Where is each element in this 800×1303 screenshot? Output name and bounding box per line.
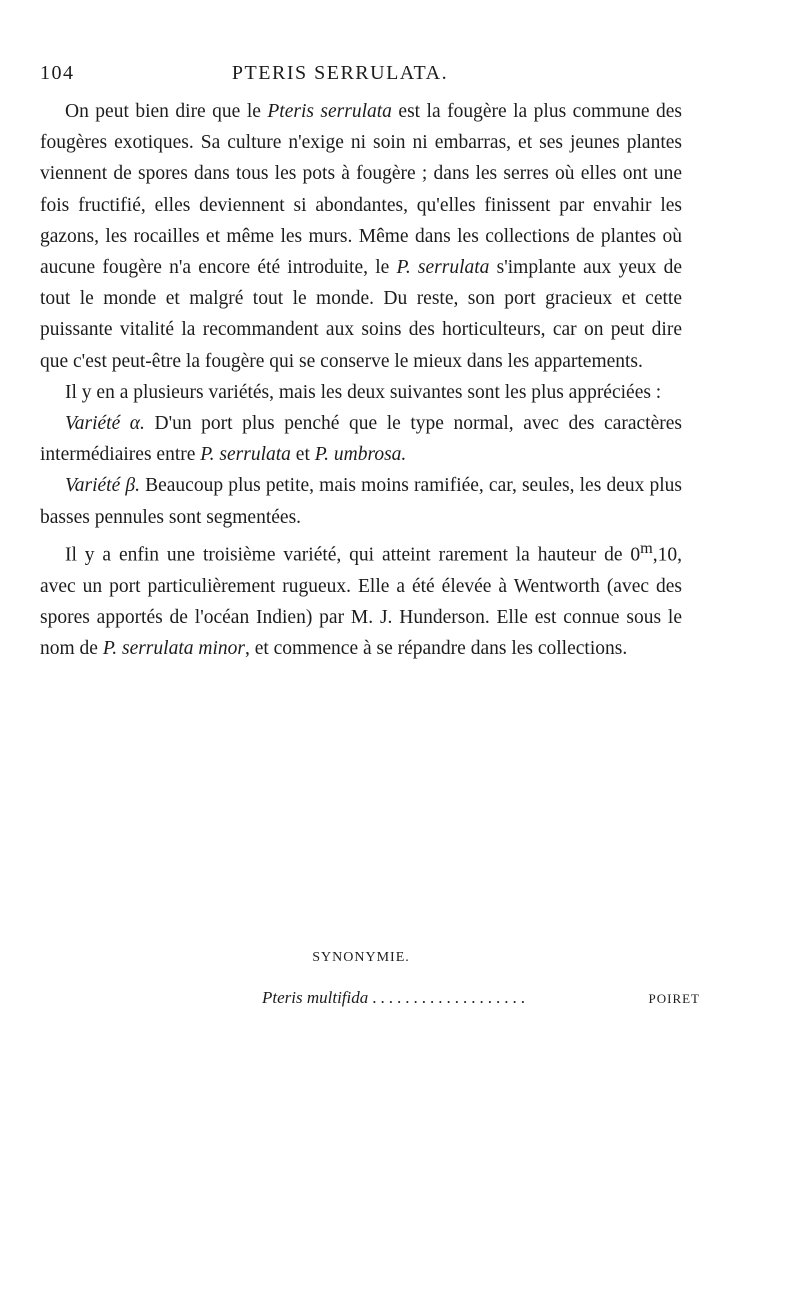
page-number: 104 xyxy=(40,62,75,84)
synonym-author: POIRET xyxy=(648,991,700,1006)
leader-dots: ................... xyxy=(372,988,529,1007)
variety-alpha-paragraph: Variété α. D'un port plus penché que le type normal, avec des caractères intermédiaires entre P. serrulata et P. umbrosa. xyxy=(40,413,682,466)
body-text xyxy=(40,96,682,664)
synonym-name: Pteris multifida xyxy=(262,988,369,1007)
running-title: PTERIS SERRULATA. xyxy=(231,62,449,84)
paragraph: Il y en a plusieurs variétés, mais les deux suivantes sont les plus appréciées : xyxy=(65,381,662,403)
synonymy-heading: SYNONYMIE. xyxy=(312,950,410,965)
paragraph: On peut bien dire que le Pteris serrulata est la fougère la plus commune des fougères exotiques. Sa culture n'exige ni soin ni embarras, et ses jeunes plantes viennent de spores dans tous les pots à fougère ; dans les serres où elles ont une fois fructifié, elles deviennent si abondantes, qu'elles finissent par envahir les gazons, les rocailles et même les murs. Même dans les collections de plantes où aucune fougère n'a encore été introduite, le P. serrulata s'implante aux yeux de tout le monde et malgré tout le monde. Du reste, son port gracieux et cette puissante vitalité la recommandent aux soins des horticulteurs, car on peut dire que c'est peut-être la fougère qui se conserve le mieux dans les appartements. xyxy=(40,101,682,372)
variety-beta-paragraph: Variété β. Beaucoup plus petite, mais moins ramifiée, car, seules, les deux plus basses pennules sont segmentées. xyxy=(40,475,682,528)
page-header xyxy=(40,62,770,92)
paragraph: Il y a enfin une troisième variété, qui atteint rarement la hauteur de 0$^m$,10, avec un port particulièrement rugueux. Elle a été élevée à Wentworth (avec des spores apportés de l'océan Indien) par M. J. Hunderson. Elle est connue sous le nom de P. serrulata minor, et commence à se répandre dans les collections. xyxy=(40,538,682,659)
synonymy-entry xyxy=(40,988,700,1008)
